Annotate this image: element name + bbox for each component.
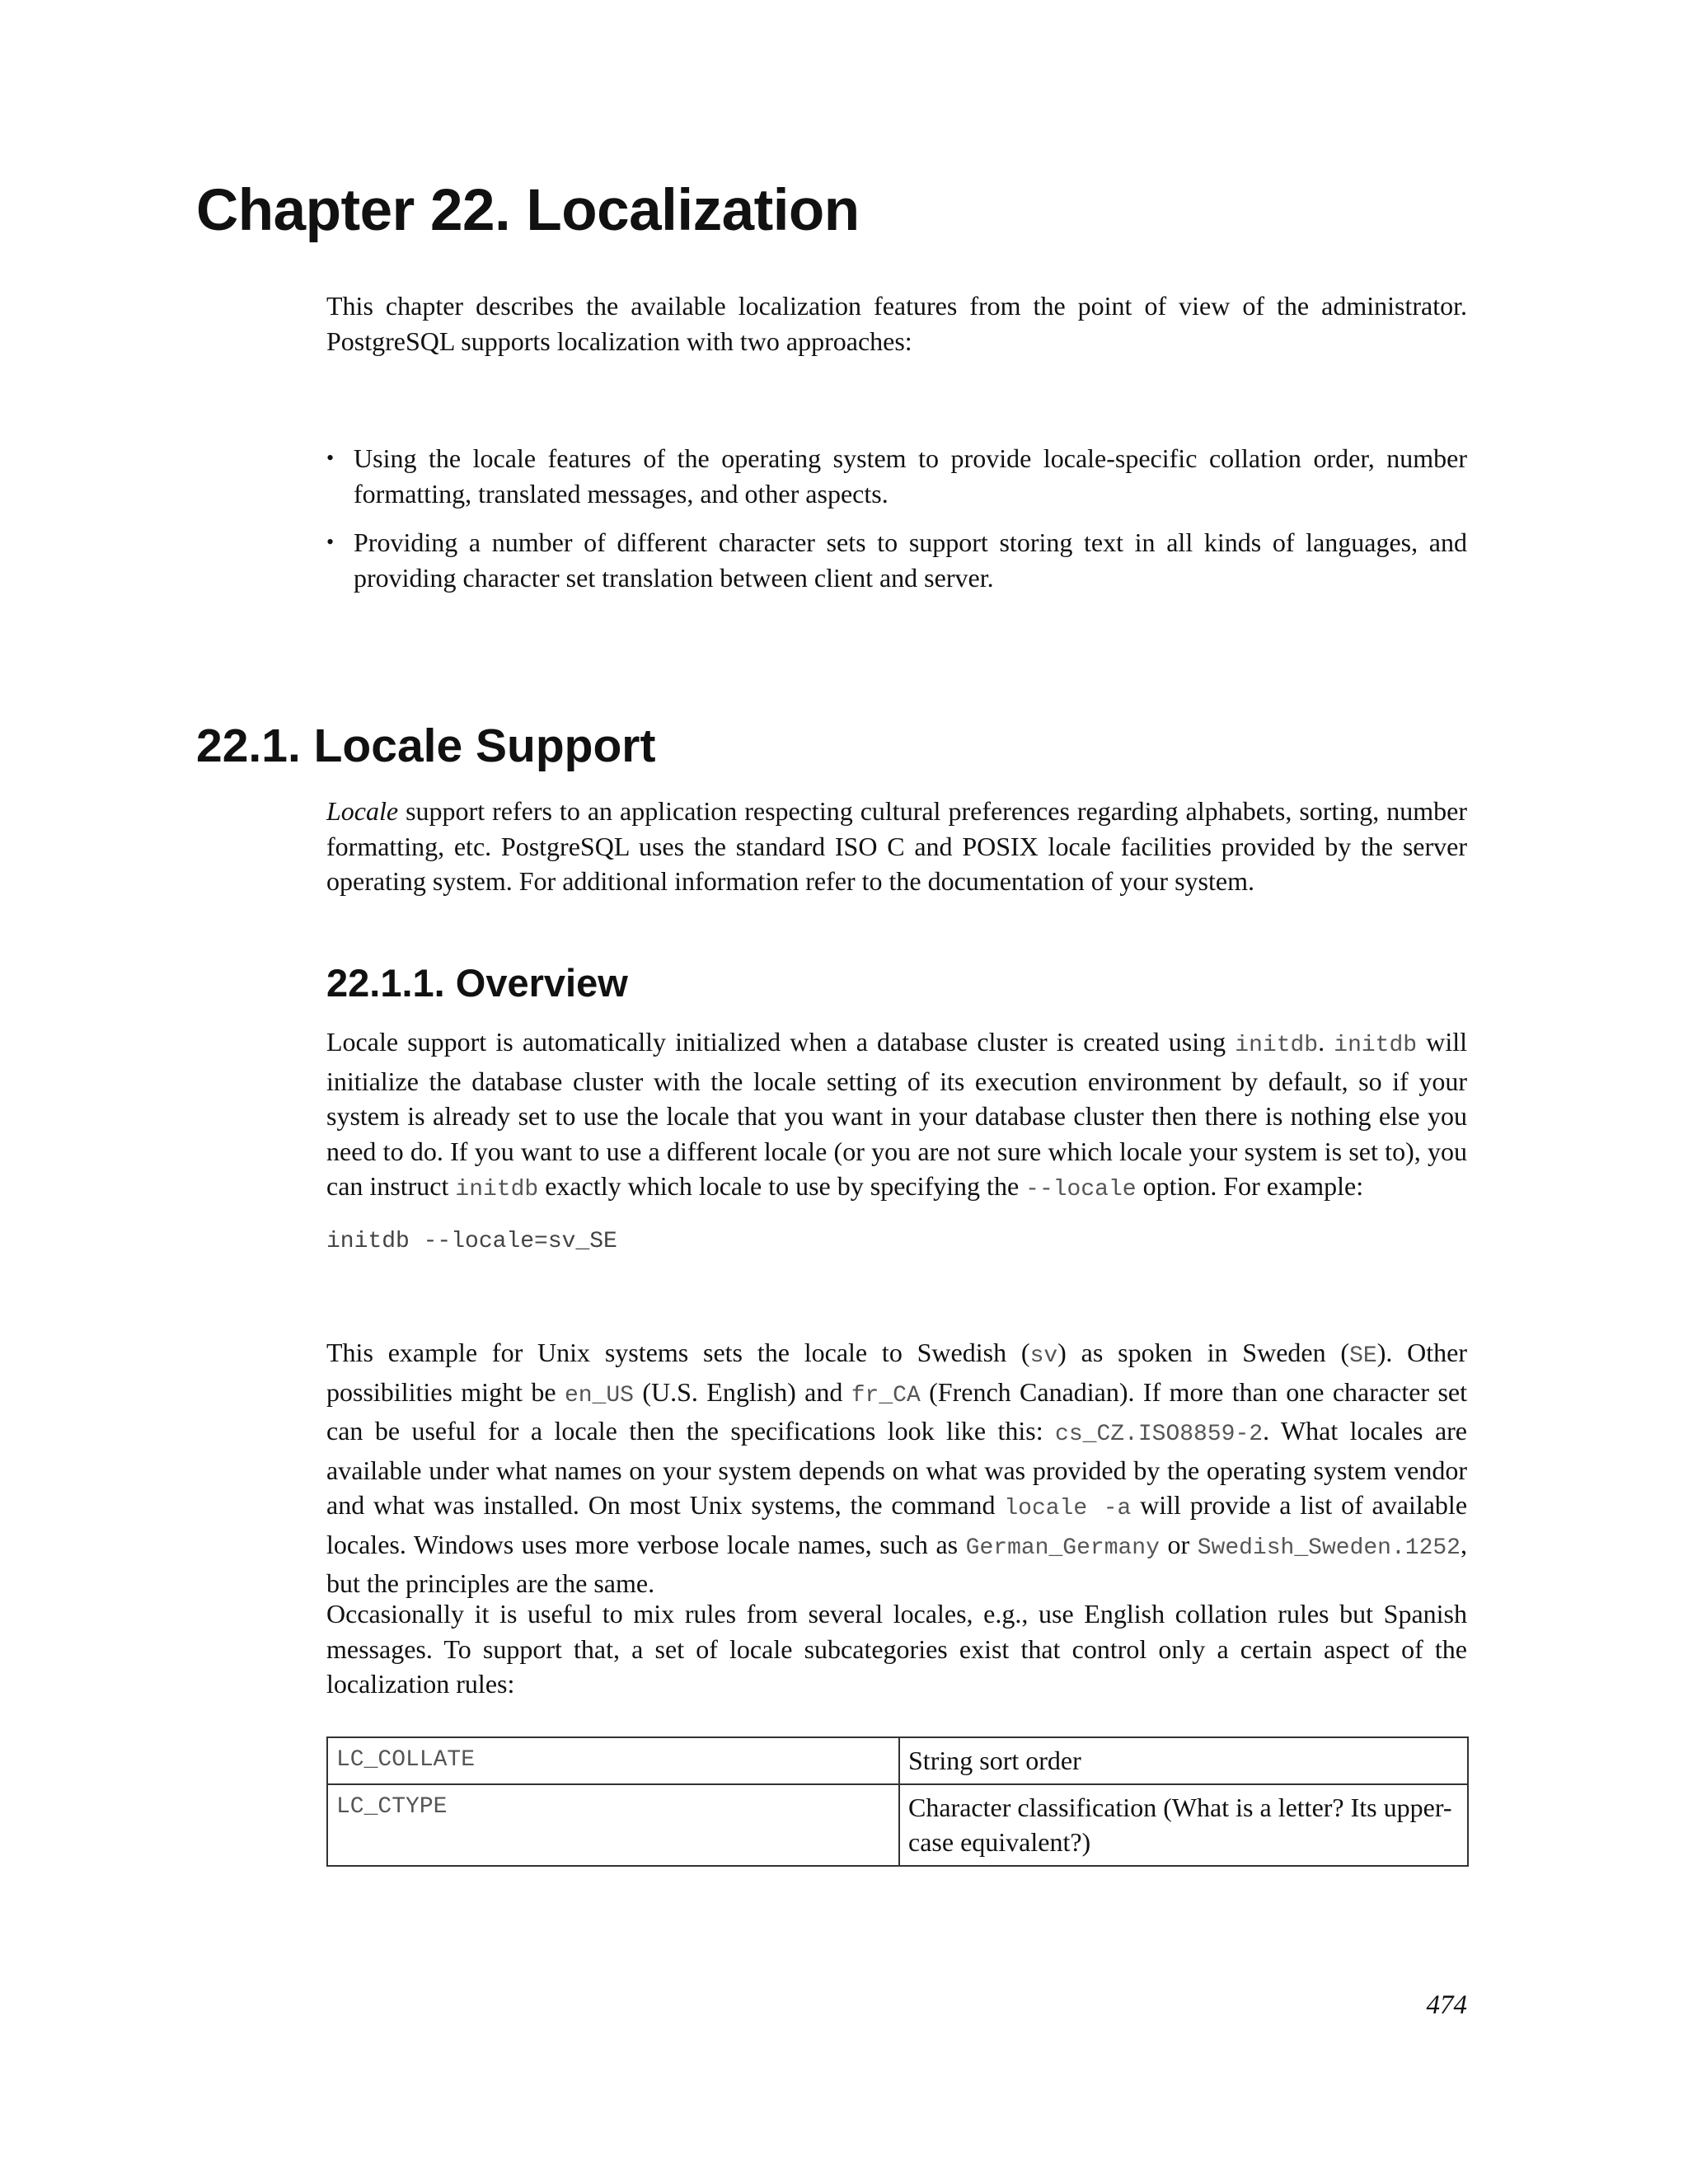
text-run: option. For example: — [1136, 1171, 1364, 1201]
subsection-title: 22.1.1. Overview — [326, 961, 628, 1005]
text-run: (French Canadian). If more than one character set can be useful for a locale then the specifications look like this: — [326, 1376, 1468, 1446]
code-fr-ca: fr_CA — [851, 1382, 921, 1408]
text-run: or — [1159, 1529, 1198, 1559]
example-paragraph — [326, 1335, 1467, 1601]
text-run: . What locales are available under what names on your system depends on what was provided by the operating system vendor and what was installed. On most Unix systems, the command — [326, 1416, 1468, 1520]
text-run: , but the principles are the same. — [326, 1529, 1467, 1598]
category-description-cell: Character classification (What is a letter? Its upper-case equivalent?) — [899, 1784, 1468, 1866]
text-run: (U.S. English) and — [633, 1376, 851, 1407]
list-item — [326, 441, 1467, 511]
intro-paragraph: This chapter describes the available localization features from the point of view of the administrator. PostgreSQL supports localization with two approaches: — [326, 291, 1467, 356]
code-initdb: initdb — [1334, 1033, 1418, 1058]
code-swedish-sweden: Swedish_Sweden.1252 — [1197, 1535, 1461, 1561]
section-title: 22.1. Locale Support — [196, 719, 656, 772]
code-initdb: initdb — [455, 1177, 539, 1202]
category-description-cell: String sort order — [899, 1737, 1468, 1784]
locale-categories-table — [326, 1736, 1469, 1867]
text-run: will provide a list of available locales. Windows uses more verbose locale names, such as — [326, 1490, 1468, 1559]
text-run: ). Other possibilities might be — [326, 1338, 1468, 1407]
page-number: 474 — [1426, 1990, 1467, 2020]
chapter-title: Chapter 22. Localization — [196, 178, 860, 243]
list-item-text: Providing a number of different character sets to support storing text in all kinds of languages, and providing character set translation between client and server. — [354, 527, 1467, 593]
list-item-text: Using the locale features of the operating system to provide locale-specific collation order, number formatting, translated messages, and other aspects. — [354, 443, 1467, 509]
approaches-list — [326, 441, 1467, 609]
table-row — [327, 1784, 1468, 1866]
code-cs-cz: cs_CZ.ISO8859-2 — [1055, 1422, 1264, 1447]
paragraph-text: support refers to an application respecting cultural preferences regarding alphabets, sorting, number formatting, etc. PostgreSQL uses the standard ISO C and POSIX locale facilities provided by the server operating system. For additional information refer to the documentation of your system. — [326, 796, 1467, 896]
overview-paragraph — [326, 1024, 1467, 1208]
subcategories-paragraph: Occasionally it is useful to mix rules from several locales, e.g., use English collation rules but Spanish messages. To support that, a set of locale subcategories exist that control only a certain aspect of the localization rules: — [326, 1599, 1467, 1699]
table-row — [327, 1737, 1468, 1784]
text-run: This example for Unix systems sets the locale to Swedish ( — [326, 1338, 1030, 1367]
text-run: Locale support is automatically initialized when a database cluster is created using — [326, 1027, 1236, 1057]
category-name-cell: LC_COLLATE — [327, 1737, 899, 1784]
code-en-us: en_US — [564, 1382, 634, 1408]
code-initdb: initdb — [1235, 1033, 1319, 1058]
category-name-cell: LC_CTYPE — [327, 1784, 899, 1866]
text-run: ) as spoken in Sweden ( — [1057, 1338, 1350, 1367]
code-locale-option: --locale — [1025, 1177, 1137, 1202]
code-sv: sv — [1029, 1343, 1058, 1369]
text-run: will initialize the database cluster with the locale setting of its execution environment by default, so if your system is already set to use the locale that you want in your database cluster then there is nothing else you need to do. If you want to use a different locale (or you are not sure which locale your system is set to), you can instruct — [326, 1027, 1468, 1201]
code-locale-a: locale -a — [1004, 1496, 1132, 1521]
code-example: initdb --locale=sv_SE — [326, 1229, 617, 1254]
code-german-germany: German_Germany — [965, 1535, 1160, 1561]
bullet-icon: • — [326, 446, 335, 470]
bullet-icon: • — [326, 530, 335, 554]
emphasis-locale: Locale — [326, 796, 399, 826]
locale-support-paragraph — [326, 794, 1467, 899]
text-run: exactly which locale to use by specifying the — [538, 1171, 1026, 1201]
code-se: SE — [1349, 1343, 1377, 1369]
list-item — [326, 525, 1467, 595]
text-run: . — [1318, 1027, 1334, 1057]
